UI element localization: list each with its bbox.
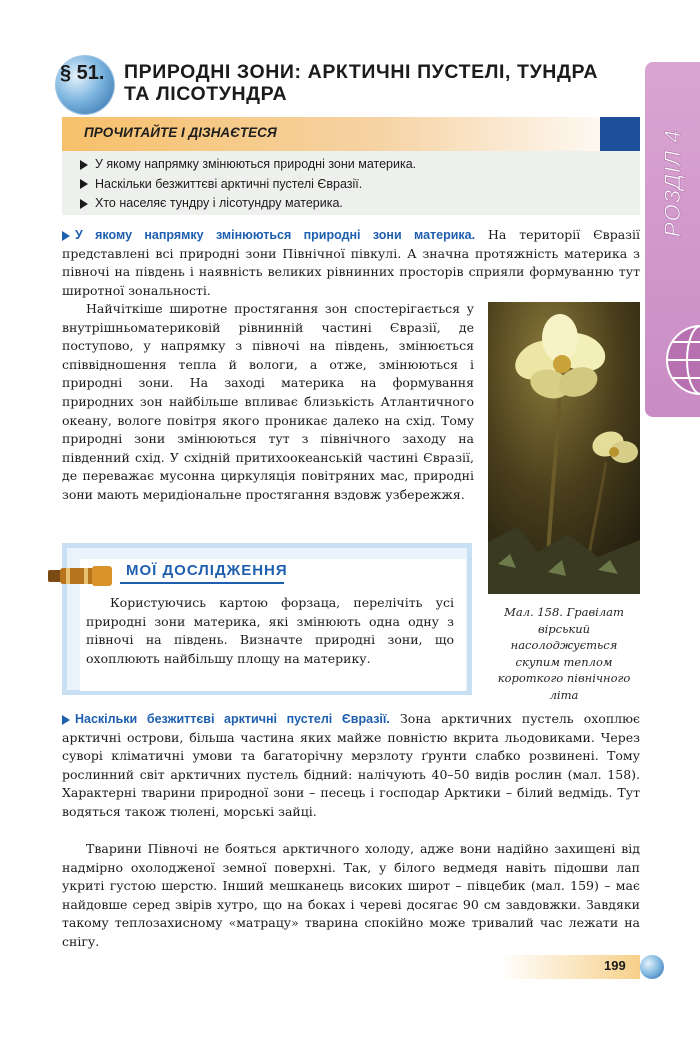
section1-intro [62,226,640,300]
arrow-icon [62,231,70,241]
telescope-icon [44,560,116,590]
section1-intro-text: На території Євразії представлені всі природні зони Північної півкулі. А значна протяжність материка з півночі на південь і наявність великих рівнинних просторів сприяли формуванню тут широтної зональності. [62,227,640,298]
arrow-icon [80,179,88,189]
section1-paragraph: Найчіткіше широтне простягання зон спостерігається у внутрішньоматериковій рівнинній частині Євразії, де поступово, у напрямку з півночі на південь, змінюється співвідношення тепла й вологи, а отже, змінюються і природні зони. На заході материка на формування природних зон найбільше впливає близькість Атлантичного океану, вологе повітря якого проникає далеко на схід. Тому природні зони змінюються тут з північного заходу на південний схід. У східній притихоокеанській частині Євразії, де переважає мусонна циркуляція повітряних мас, природні зони мають меридіональне простягання вздовж узбережжя. [62,301,474,502]
section1-heading: У якому напрямку змінюються природні зони материка. [75,228,476,242]
chapter-globe-icon [665,320,700,400]
research-title: МОЇ ДОСЛІДЖЕННЯ [126,562,288,579]
question-item: Наскільки безжиттєві арктичні пустелі Євразії. [80,175,630,195]
question-item: Хто населяє тундру і лісотундру материка. [80,194,630,214]
research-title-underline [120,582,284,584]
footer-globe-icon [640,955,664,979]
arrow-icon [80,160,88,170]
questions-list [80,155,630,214]
section2-paragraph1-text: Зона арктичних пустель охоплює арктичні острови, більша частина яких майже повністю вкрита льодовиками. Через суворі кліматичні умови та багаторічну мерзлоту ґрунти слабко розвинені. Тому рослинний світ арктичних пустель бідний: налічують 40–50 видів рослин (мал. 158). Характерні тварини природної зони – песець і господар Арктики – білий ведмідь. Тут водяться також тюлені, морські зайці. [62,711,640,819]
read-learn-label: ПРОЧИТАЙТЕ І ДІЗНАЄТЕСЯ [84,125,277,140]
chapter-label [658,72,688,242]
chapter-label-text: РОЗДІЛ 4 [660,129,685,237]
flower-photo [488,302,640,594]
page-title [124,61,644,105]
page-number: 199 [604,958,626,973]
banner-accent-bar [600,117,640,151]
question-item: У якому напрямку змінюються природні зони материка. [80,155,630,175]
paragraph-number: § 51. [60,62,105,84]
title-line-2: ТА ЛІСОТУНДРА [124,83,288,105]
section2-heading: Наскільки безжиттєві арктичні пустелі Євразії. [75,712,390,726]
section2-paragraph1 [62,710,640,822]
section2-paragraph2: Тварини Півночі не бояться арктичного холоду, адже вони надійно захищені від надмірно охолодженої земної поверхні. Так, у білого ведмедя навіть підошви лап укриті густою шерстю. Інший мешканець високих широт – півцебик (мал. 159) – має найдовше серед звірів хутро, що на боках і череві досягає 90 см завдовжки. Завдяки такому теплозахисному «матрацу» тварина спокійно може тривалий час лежати на снігу. [62,841,640,949]
title-line-1: ПРИРОДНІ ЗОНИ: АРКТИЧНІ ПУСТЕЛІ, ТУНДРА [124,61,599,83]
arrow-icon [80,199,88,209]
figure-caption: Мал. 158. Гравілат вірський насолоджується скупим теплом короткого північного літа [497,605,631,702]
research-text: Користуючись картою форзаца, перелічіть усі природні зони материка, які змінюють одна одну з півночі на південь. Визначте природні зони, що охоплюють найбільшу площу на материку. [86,595,454,666]
arrow-icon [62,715,70,725]
